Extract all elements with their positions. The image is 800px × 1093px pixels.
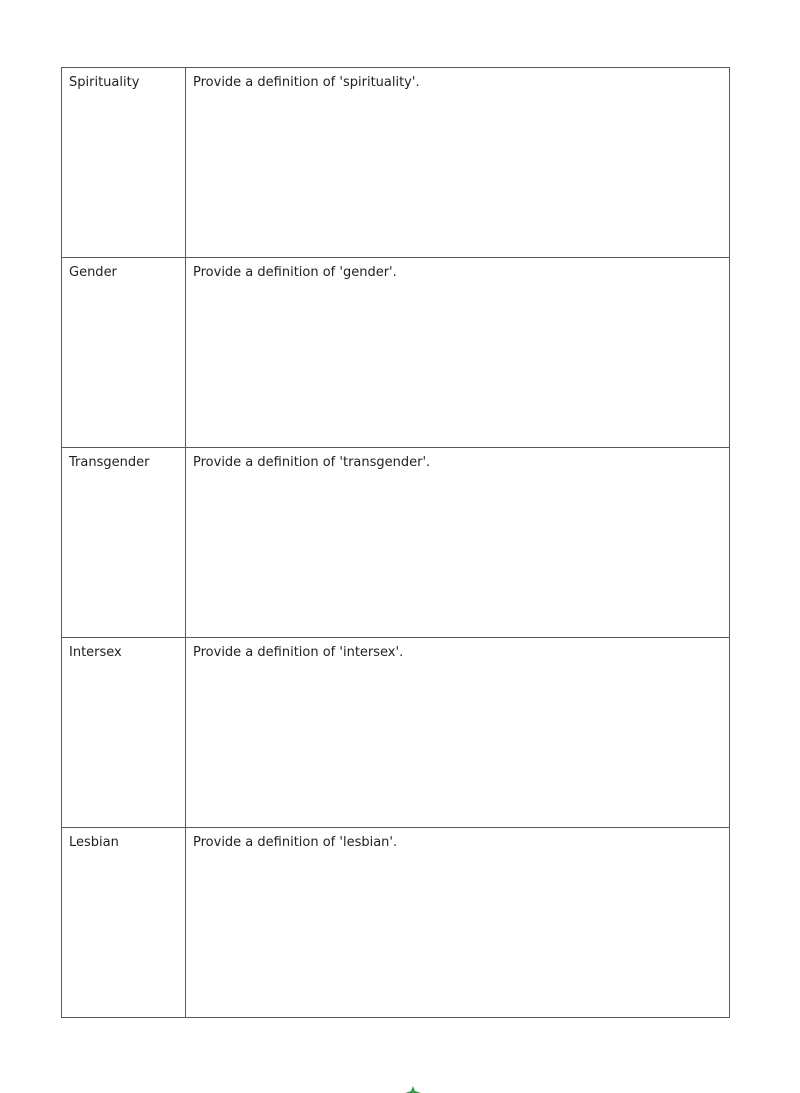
term-cell: Gender (62, 258, 186, 448)
table-row (62, 258, 730, 448)
definition-prompt-cell[interactable]: Provide a definition of 'lesbian'. (186, 828, 730, 1018)
definition-prompt-cell[interactable]: Provide a definition of 'intersex'. (186, 638, 730, 828)
term-cell: Spirituality (62, 68, 186, 258)
definition-prompt-cell[interactable]: Provide a definition of 'spirituality'. (186, 68, 730, 258)
table-row (62, 68, 730, 258)
term-cell: Lesbian (62, 828, 186, 1018)
table-row (62, 448, 730, 638)
logo-star-shape (405, 1086, 421, 1093)
table-row (62, 638, 730, 828)
definitions-table (61, 67, 730, 1018)
term-cell: Intersex (62, 638, 186, 828)
term-cell: Transgender (62, 448, 186, 638)
table-row (62, 828, 730, 1018)
definition-prompt-cell[interactable]: Provide a definition of 'transgender'. (186, 448, 730, 638)
definition-prompt-cell[interactable]: Provide a definition of 'gender'. (186, 258, 730, 448)
green-star-logo-icon (401, 1086, 425, 1093)
